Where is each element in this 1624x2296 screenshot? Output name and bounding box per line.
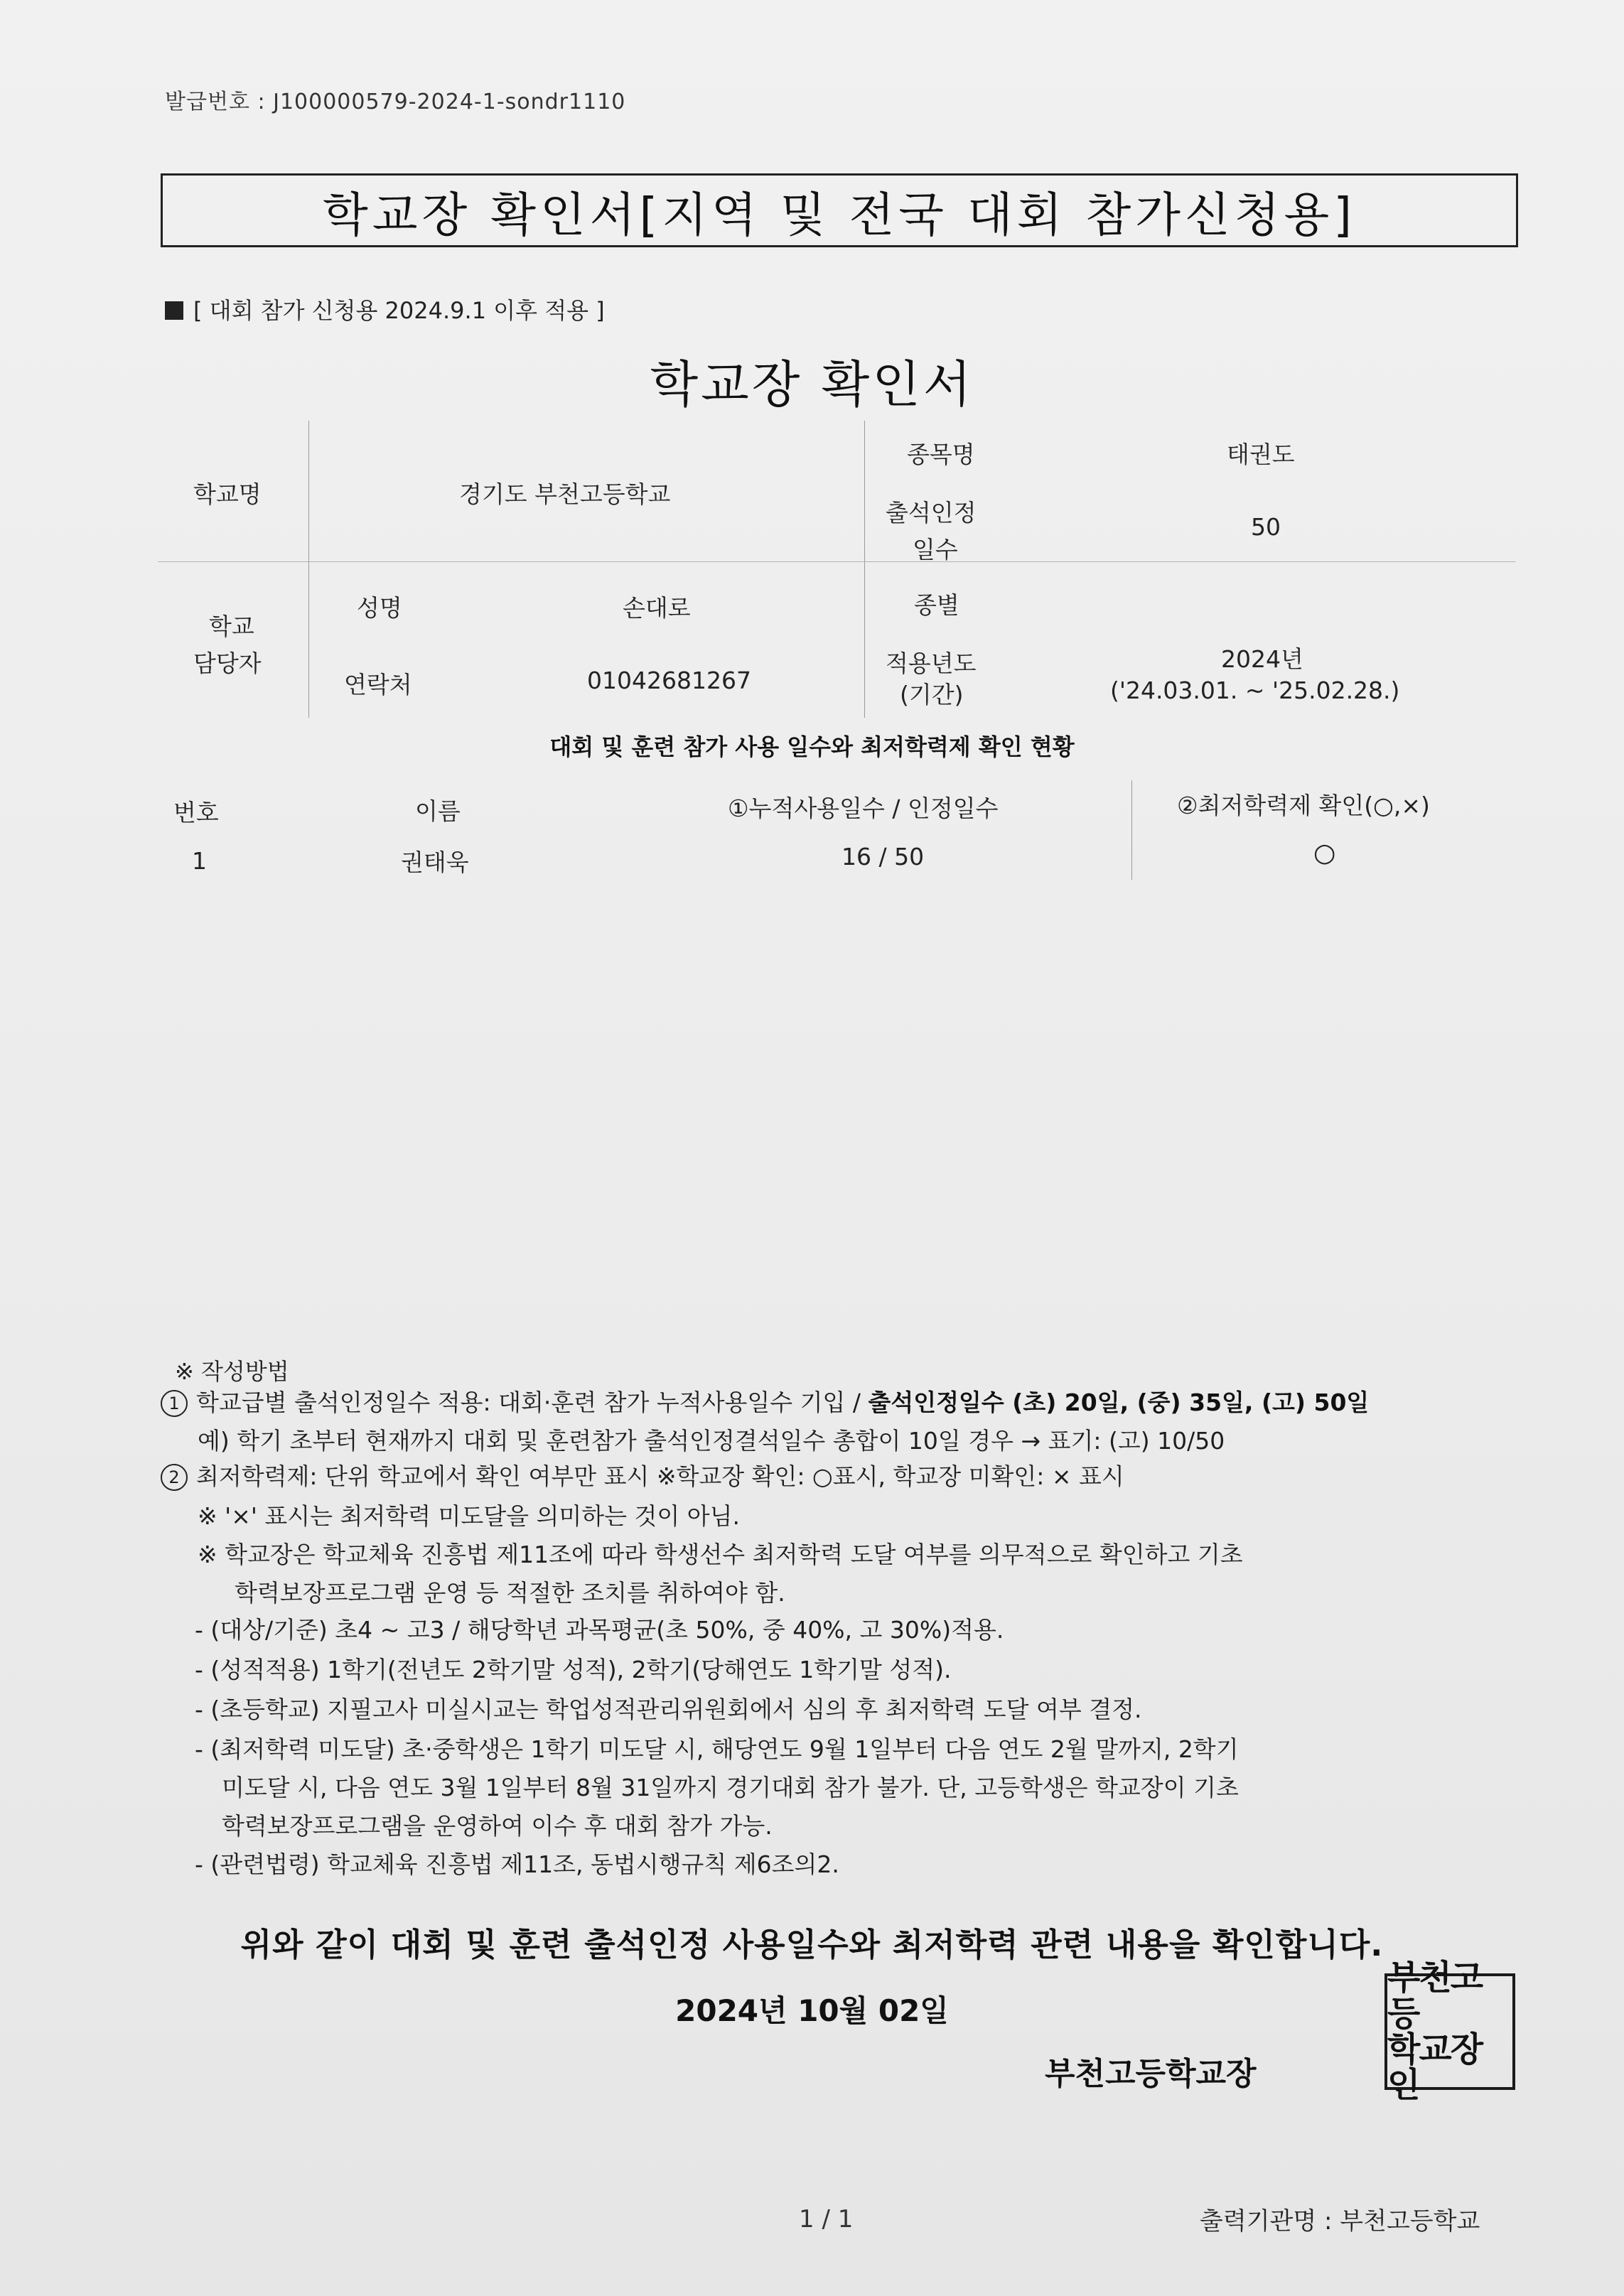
school-label: 학교명	[193, 480, 262, 508]
box-title: 학교장 확인서[지역 및 전국 대회 참가신청용]	[161, 173, 1518, 247]
year-label-1: 적용년도	[886, 650, 977, 677]
dash-line: - (최저학력 미도달) 초·중학생은 1학기 미도달 시, 해당연도 9월 1일부터 다음 연도 2월 말까지, 2학기	[195, 1735, 1239, 1763]
document-title: 학교장 확인서	[650, 355, 974, 414]
row-days: 16 / 50	[841, 843, 925, 871]
dash-line: - (대상/기준) 초4 ~ 고3 / 해당학년 과목평균(초 50%, 중 40%, 고 30%)적용.	[195, 1616, 1004, 1644]
attendance-label-2: 일수	[913, 536, 958, 564]
circled-number: 1	[161, 1390, 188, 1417]
attendance-label-1: 출석인정	[886, 499, 977, 527]
col-header-days: ①누적사용일수 / 인정일수	[728, 794, 999, 822]
category-label: 종별	[914, 591, 959, 619]
seal-line: 부천고등	[1387, 1958, 1483, 2034]
seal-line: 학교장인	[1387, 2030, 1483, 2106]
row-check: ○	[1313, 839, 1336, 868]
table-divider	[864, 421, 865, 718]
page-number: 1 / 1	[799, 2205, 854, 2233]
attendance-value: 50	[1251, 513, 1281, 541]
col-header-check: ②최저학력제 확인(○,×)	[1177, 792, 1430, 819]
manager-label-1: 학교	[209, 613, 254, 640]
dash-line: 학력보장프로그램을 운영하여 이수 후 대회 참가 가능.	[222, 1812, 773, 1840]
note-line: ※ '×' 표시는 최저학력 미도달을 의미하는 것이 아님.	[198, 1502, 741, 1530]
notice-text: [ 대회 참가 신청용 2024.9.1 이후 적용 ]	[193, 297, 605, 324]
contact-label: 연락처	[344, 671, 412, 699]
issue-date: 2024년 10월 02일	[675, 1993, 949, 2028]
year-label-2: (기간)	[900, 681, 964, 708]
dash-line: 미도달 시, 다음 연도 3월 1일부터 8월 31일까지 경기대회 참가 불가. 단, 고등학생은 학교장이 기초	[222, 1774, 1239, 1801]
confirm-statement: 위와 같이 대회 및 훈련 출석인정 사용일수와 최저학력 관련 내용을 확인합니다.	[240, 1926, 1384, 1963]
method-item-1: 1 학교급별 출석인정일수 적용: 대회·훈련 참가 누적사용일수 기입 / 출석인정일수 (초) 20일, (중) 35일, (고) 50일	[161, 1384, 1369, 1418]
circled-number: 2	[161, 1464, 188, 1491]
status-title: 대회 및 훈련 참가 사용 일수와 최저학력제 확인 현황	[549, 733, 1075, 760]
event-label: 종목명	[907, 441, 975, 468]
note-line: ※ 학교장은 학교체육 진흥법 제11조에 따라 학생선수 최저학력 도달 여부를 의무적으로 확인하고 기초	[198, 1541, 1243, 1568]
name-value: 손대로	[623, 594, 691, 622]
dash-line: - (성적적용) 1학기(전년도 2학기말 성적), 2학기(당해연도 1학기말 성적).	[195, 1656, 952, 1683]
col-header-number: 번호	[173, 799, 219, 826]
event-value: 태권도	[1227, 441, 1295, 468]
col-header-name: 이름	[415, 797, 461, 825]
method-item-2: 2 최저학력제: 단위 학교에서 확인 여부만 표시 ※학교장 확인: ○표시, 학교장 미확인: × 표시	[161, 1458, 1124, 1492]
row-number: 1	[192, 847, 207, 875]
table-divider	[158, 561, 1515, 562]
method-title: ※ 작성방법	[175, 1358, 289, 1385]
dash-line: - (초등학교) 지필고사 미실시교는 학업성적관리위원회에서 심의 후 최저학력 도달 여부 결정.	[195, 1696, 1142, 1723]
year-value-2: ('24.03.01. ~ '25.02.28.)	[1110, 677, 1400, 704]
dash-line: - (관련법령) 학교체육 진흥법 제11조, 동법시행규칙 제6조의2.	[195, 1850, 839, 1878]
square-bullet-icon	[165, 301, 183, 320]
notice	[165, 293, 605, 325]
table-divider	[1131, 780, 1132, 880]
method-example: 예) 학기 초부터 현재까지 대회 및 훈련참가 출석인정결석일수 총합이 10일 경우 → 표기: (고) 10/50	[198, 1427, 1225, 1455]
note-line: 학력보장프로그램 운영 등 적절한 조치를 취하여야 함.	[235, 1579, 785, 1607]
manager-label-2: 담당자	[193, 650, 262, 677]
school-value: 경기도 부천고등학교	[459, 480, 671, 508]
row-name: 권태욱	[401, 848, 469, 876]
name-label: 성명	[357, 594, 402, 622]
year-value-1: 2024년	[1221, 645, 1303, 673]
principal-name: 부천고등학교장	[1045, 2056, 1257, 2092]
printer-info: 출력기관명 : 부천고등학교	[1200, 2207, 1480, 2236]
contact-value: 01042681267	[587, 667, 751, 694]
issue-number: 발급번호 : J100000579-2024-1-sondr1110	[165, 90, 626, 114]
table-divider	[308, 421, 309, 718]
official-seal	[1384, 1958, 1515, 2106]
